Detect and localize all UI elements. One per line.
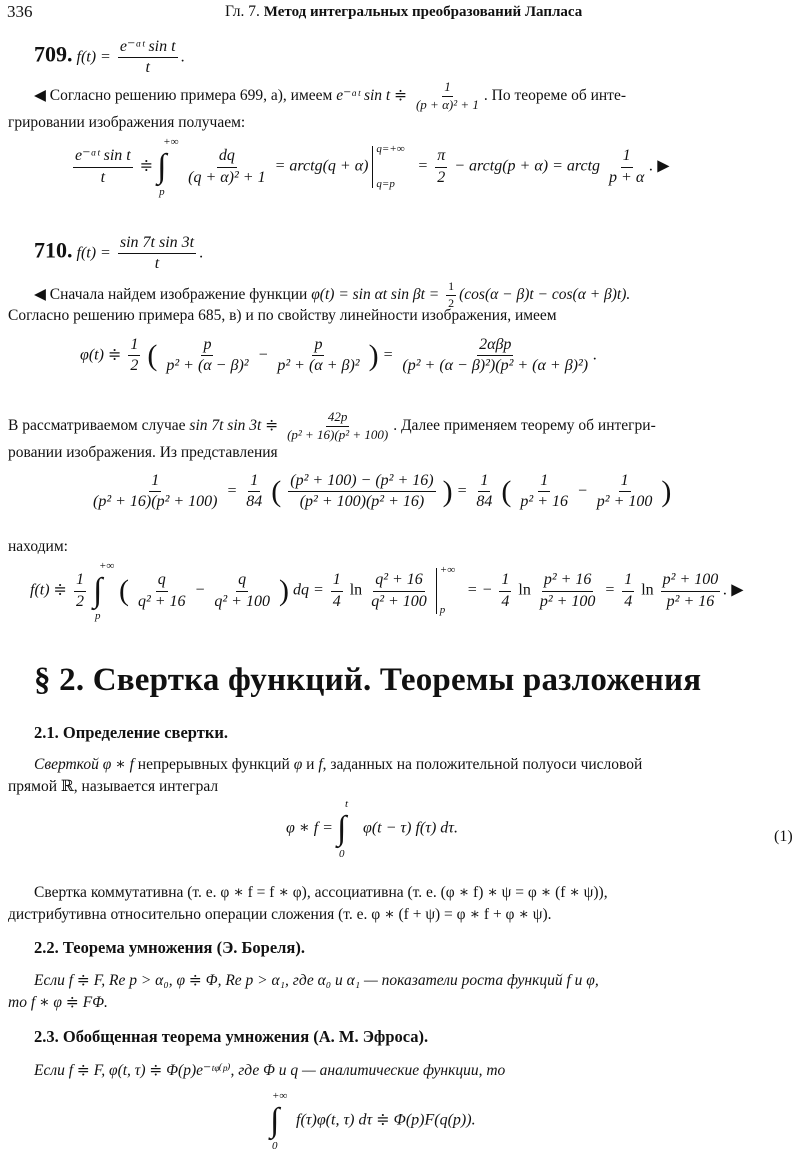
fraction-denominator: t <box>145 59 150 77</box>
evaluation-bar <box>372 143 413 190</box>
equation-lhs: φ(t) ≑ <box>80 346 122 364</box>
operator: = <box>226 482 238 500</box>
fraction-denominator: (q + α)² + 1 <box>188 168 266 186</box>
equation-segment: = arctg(q + α) <box>274 157 369 175</box>
integral-sign: ∫ <box>92 572 103 609</box>
quarter-fraction <box>331 571 343 611</box>
fraction-denominator: q² + 100 <box>214 592 270 610</box>
integrand: φ(t − τ) f(τ) dτ. <box>362 819 458 837</box>
fraction-numerator: (p² + 100) − (p² + 16) <box>288 472 435 492</box>
partial-fraction-2 <box>595 472 655 512</box>
problem-710-equation-3: f(t) ≑ $\frac{1}{2}$ ∫ +∞ p ( $\frac{q}{\text{q² + 16}}$ − $\frac{q}{\text{q² + 100}}$ ) dq = $\frac{1}{4}$ ln $\frac{\text{q² + 16}}{\text{q² + 100}}$ +∞ p = − $\frac{1}{4}$ ln $\frac{\text{p² + 16}}{\text{p² + 100}}$ = $\frac{1}{4}$ ln $\frac{\text{p² + 100}}{\text{p² + 16}}$ . ▶ <box>30 560 744 622</box>
fraction-denominator: 2 <box>448 295 455 310</box>
integrand-fraction <box>186 147 267 187</box>
eval-lower: p <box>439 604 446 616</box>
integral-sign: ∫ <box>157 148 167 185</box>
fraction-denominator: t <box>154 255 160 273</box>
upper-limit: +∞ <box>163 136 179 148</box>
inline-formula: φ(t) = sin αt sin βt = <box>311 285 440 303</box>
operator: = <box>382 346 394 364</box>
fraction-numerator: q² + 16 <box>373 571 425 591</box>
lower-limit: 0 <box>272 1140 278 1152</box>
subsection-2-1-line-3: Свертка коммутативна (т. е. φ ∗ f = f ∗ φ), ассоциативна (т. е. (φ ∗ f) ∗ ψ = φ ∗ (f ∗ ψ)), <box>34 884 608 901</box>
text-segment: . Далее применяем теорему об интегри- <box>393 417 656 434</box>
upper-limit: +∞ <box>98 560 115 572</box>
subsection-2-1-line-2: прямой ℝ, называется интеграл <box>8 778 219 795</box>
problem-710-text-line-4: ровании изображения. Из представления <box>8 444 278 461</box>
fraction-denominator: q² + 16 <box>137 592 186 610</box>
subsection-2-1-title: 2.1. Определение свертки. <box>34 723 228 742</box>
integral <box>270 1090 292 1152</box>
fraction-denominator: p² + 16 <box>520 493 568 511</box>
pi-half-fraction <box>435 147 447 187</box>
subsection-2-3-title: 2.3. Обобщенная теорема умножения (А. М. Эфроса). <box>34 1027 429 1046</box>
equation-lhs: φ ∗ f = <box>286 819 333 837</box>
fraction-numerator: 1 <box>622 571 634 591</box>
fraction-denominator: 2 <box>130 357 139 375</box>
fraction-denominator: (p² + 16)(p² + 100) <box>287 426 389 442</box>
operator: = <box>456 482 468 500</box>
inline-fraction <box>285 410 390 443</box>
upper-limit: t <box>344 798 349 810</box>
inline-formula: sin 7t sin 3t ≑ <box>189 417 279 434</box>
problem-709-statement: 709. f(t) = $\frac{\text{e⁻ᵅᵗ sin t}}{t}$ . <box>34 38 185 77</box>
text-segment: и <box>306 756 315 773</box>
integrand-fraction-1 <box>136 571 188 611</box>
fraction-numerator: 1 <box>478 472 490 492</box>
end-mark: . ▶ <box>723 581 744 599</box>
problem-710-text-line-1 <box>34 280 630 311</box>
result-fraction <box>400 336 590 376</box>
coefficient-fraction <box>244 472 264 512</box>
formula-fraction <box>118 234 196 274</box>
subsection-2-1-line-1 <box>34 756 642 775</box>
log-fraction <box>661 571 721 611</box>
fraction-numerator: 1 <box>538 472 550 492</box>
formula-lhs: f(t) = <box>76 48 111 66</box>
fraction-numerator: p² + 16 <box>542 571 594 591</box>
chapter-title: Метод интегральных преобразований Лапласа <box>263 4 583 20</box>
operator: − <box>257 346 269 364</box>
fraction-numerator: p <box>201 336 213 356</box>
fraction-denominator: p² + 16 <box>666 592 715 610</box>
fraction-numerator: 1 <box>442 80 453 97</box>
fraction-numerator: 2αβp <box>477 336 513 356</box>
fraction-denominator: p² + (α − β)² <box>166 357 249 375</box>
fraction-denominator: p² + 100 <box>539 592 596 610</box>
eval-upper: +∞ <box>439 564 456 576</box>
equation-segment: − arctg(p + α) = arctg <box>454 157 601 175</box>
fraction-denominator: 84 <box>246 493 263 511</box>
result-fraction <box>607 147 646 187</box>
integral-sign: ∫ <box>270 1102 280 1139</box>
lhs-fraction <box>91 472 220 512</box>
quarter-fraction <box>499 571 511 611</box>
fraction-denominator: t <box>100 168 106 186</box>
fraction-denominator: 2 <box>75 592 84 610</box>
fraction-numerator: 1 <box>248 472 260 492</box>
fraction-numerator: 1 <box>74 571 86 591</box>
operator: = <box>604 581 616 599</box>
problem-number: 709. <box>34 41 73 67</box>
fraction-denominator: 2 <box>437 168 446 186</box>
formula-fraction <box>118 38 178 78</box>
half-fraction <box>74 571 86 611</box>
text-segment: , заданных на положительной полуоси числовой <box>322 756 643 773</box>
chapter-label: Гл. 7. <box>225 3 264 20</box>
subsection-2-3-line-1: Если f ≑ F, φ(t, τ) ≑ Φ(p)e⁻ᵗᵠ⁽ᵖ⁾, где Φ и q — аналитические функции, то <box>34 1062 506 1079</box>
fraction-denominator: (p² + 16)(p² + 100) <box>93 493 218 511</box>
subsection-2-2-line-1: Если f ≑ F, Re p > α₀, φ ≑ Φ, Re p > α₁, где α₀ и α₁ — показатели роста функций f и φ, <box>34 972 599 989</box>
end-mark: . <box>593 346 598 364</box>
log-fraction <box>369 571 429 611</box>
fraction-denominator: 84 <box>476 493 493 511</box>
integral-sign: ∫ <box>336 810 347 847</box>
fraction-numerator: q <box>156 571 168 591</box>
fraction-numerator: π <box>435 147 447 167</box>
fraction-numerator: p² + 100 <box>661 571 721 591</box>
fraction-numerator: dq <box>217 147 237 167</box>
inline-formula: (cos(α − β)t − cos(α + β)t). <box>459 285 631 303</box>
text-segment: . По теореме об инте- <box>483 87 626 104</box>
integrand: f(τ)φ(t, τ) dτ ≑ Φ(p)F(q(p)). <box>296 1111 476 1129</box>
partial-fraction-1 <box>518 472 570 512</box>
problem-709-equation: $\frac{\text{e⁻ᵅᵗ sin t}}{t}$ ≑ ∫ +∞ p $\frac{dq}{\text{(q + α)² + 1}}$ = arctg(q + α) q=+∞ q=p = $\frac{\pi}{2}$ − arctg(p + α) = arctg $\frac{1}{p + \alpha}$ . ▶ <box>75 136 670 198</box>
running-header <box>225 3 582 22</box>
problem-710-text-line-3 <box>8 410 656 443</box>
fraction-numerator: e⁻ᵅᵗ sin t <box>73 147 133 167</box>
equation-lhs: f(t) ≑ <box>30 581 67 599</box>
fraction-denominator: p² + 100 <box>596 493 653 511</box>
middle-fraction <box>288 472 435 512</box>
fraction-numerator: 1 <box>446 280 456 296</box>
term: Сверткой <box>34 756 99 773</box>
equation-number: (1) <box>774 828 793 845</box>
fraction-denominator: p² + (α + β)² <box>277 357 360 375</box>
integral <box>336 798 359 860</box>
equation-segment: dq = <box>292 581 324 599</box>
lhs-fraction <box>73 147 133 187</box>
fraction-denominator: (p² + 100)(p² + 16) <box>299 493 425 511</box>
formula-lhs: f(t) = <box>76 244 111 262</box>
problem-709-text-line-2: грировании изображения получаем: <box>8 114 246 131</box>
end-mark: . ▶ <box>649 157 670 175</box>
fraction-numerator: p <box>312 336 324 356</box>
second-fraction <box>275 336 361 376</box>
first-fraction <box>164 336 250 376</box>
subsection-2-1-line-4: дистрибутивна относительно операции сложения (т. е. φ ∗ (f + ψ) = φ ∗ f + φ ∗ ψ). <box>8 906 552 923</box>
page-number: 336 <box>7 2 33 21</box>
fraction-denominator: 4 <box>624 592 633 610</box>
fraction-numerator: 1 <box>499 571 511 591</box>
log-function: ln <box>349 581 363 599</box>
problem-710-equation-2: $\frac{1}{\text{(p² + 16)(p² + 100)}}$ = $\frac{1}{84}$ ( $\frac{\text{(p² + 100) − (p² + 16)}}{\text{(p² + 100)(p² + 16)}}$ ) = $\frac{1}{84}$ ( $\frac{1}{\text{p² + 16}}$ − $\frac{1}{\text{p² + 100}}$ ) <box>93 472 672 511</box>
fraction-numerator: 1 <box>149 472 161 492</box>
subsection-2-2-title: 2.2. Теорема умножения (Э. Бореля). <box>34 938 305 957</box>
convolution-equation <box>286 798 458 866</box>
lower-limit: 0 <box>338 848 345 860</box>
problem-710-equation-1: φ(t) ≑ $\frac{1}{2}$ ( $\frac{p}{\text{p² + (α − β)²}}$ − $\frac{p}{\text{p² + (α + β)²}}$ ) = $\frac{\text{2αβp}}{\text{(p² + (α − β)²)(p² + (α + β)²)}}$ . <box>80 336 598 375</box>
integrand-fraction-2 <box>212 571 272 611</box>
log-fraction <box>538 571 598 611</box>
problem-number: 710. <box>34 237 73 263</box>
fraction-numerator: 1 <box>619 472 631 492</box>
operator: − <box>194 581 206 599</box>
half-fraction <box>446 280 456 311</box>
problem-709-text-line-1 <box>34 80 626 113</box>
subsection-2-2-line-2: то f ∗ φ ≑ FΦ. <box>8 994 108 1011</box>
operator: = − <box>466 581 493 599</box>
problem-710-text-line-2: Согласно решению примера 685, в) и по свойству линейности изображения, имеем <box>8 307 557 324</box>
lower-limit: p <box>94 610 101 622</box>
half-fraction <box>128 336 140 376</box>
fraction-denominator: 4 <box>501 592 510 610</box>
text-segment: ◀ Согласно решению примера 699, а), имеем <box>34 87 333 104</box>
inline-fraction <box>414 80 481 113</box>
operator: − <box>576 482 588 500</box>
efros-equation <box>270 1090 476 1156</box>
integral <box>157 136 179 198</box>
fraction-denominator: p + α <box>609 168 645 186</box>
fraction-numerator: sin 7t sin 3t <box>118 234 196 254</box>
eval-lower: q=p <box>376 178 395 190</box>
integral <box>92 560 115 622</box>
text-segment: ◀ Сначала найдем изображение функции <box>34 285 308 303</box>
fraction-numerator: 1 <box>621 147 633 167</box>
evaluation-bar <box>436 564 463 616</box>
inline-formula: f <box>318 756 323 773</box>
problem-710-text-line-5: находим: <box>8 538 68 555</box>
inline-formula: φ <box>293 756 303 773</box>
log-function: ln <box>641 581 654 599</box>
fraction-numerator: 1 <box>331 571 343 591</box>
fraction-denominator: (p + α)² + 1 <box>415 96 479 112</box>
image-relation: ≑ <box>139 157 154 175</box>
log-function: ln <box>518 581 531 599</box>
inline-formula: φ ∗ f <box>102 756 134 773</box>
eval-upper: q=+∞ <box>376 143 405 155</box>
text-segment: непрерывных функций <box>137 756 290 773</box>
fraction-numerator: 42p <box>326 410 350 427</box>
coefficient-fraction <box>474 472 494 512</box>
section-heading: § 2. Свертка функций. Теоремы разложения <box>34 662 702 698</box>
text-segment: В рассматриваемом случае <box>8 417 186 434</box>
inline-formula: e⁻ᵅᵗ sin t ≑ <box>336 87 408 104</box>
upper-limit: +∞ <box>272 1090 288 1102</box>
lower-limit: p <box>159 186 165 198</box>
fraction-numerator: 1 <box>128 336 140 356</box>
fraction-denominator: (p² + (α − β)²)(p² + (α + β)²) <box>402 357 589 375</box>
problem-710-statement: 710. f(t) = $\frac{\text{sin 7t sin 3t}}{t}$ . <box>34 234 204 273</box>
fraction-numerator: e⁻ᵅᵗ sin t <box>118 38 178 58</box>
quarter-fraction <box>622 571 634 611</box>
fraction-denominator: 4 <box>332 592 341 610</box>
fraction-numerator: q <box>236 571 248 591</box>
fraction-denominator: q² + 100 <box>371 592 427 610</box>
